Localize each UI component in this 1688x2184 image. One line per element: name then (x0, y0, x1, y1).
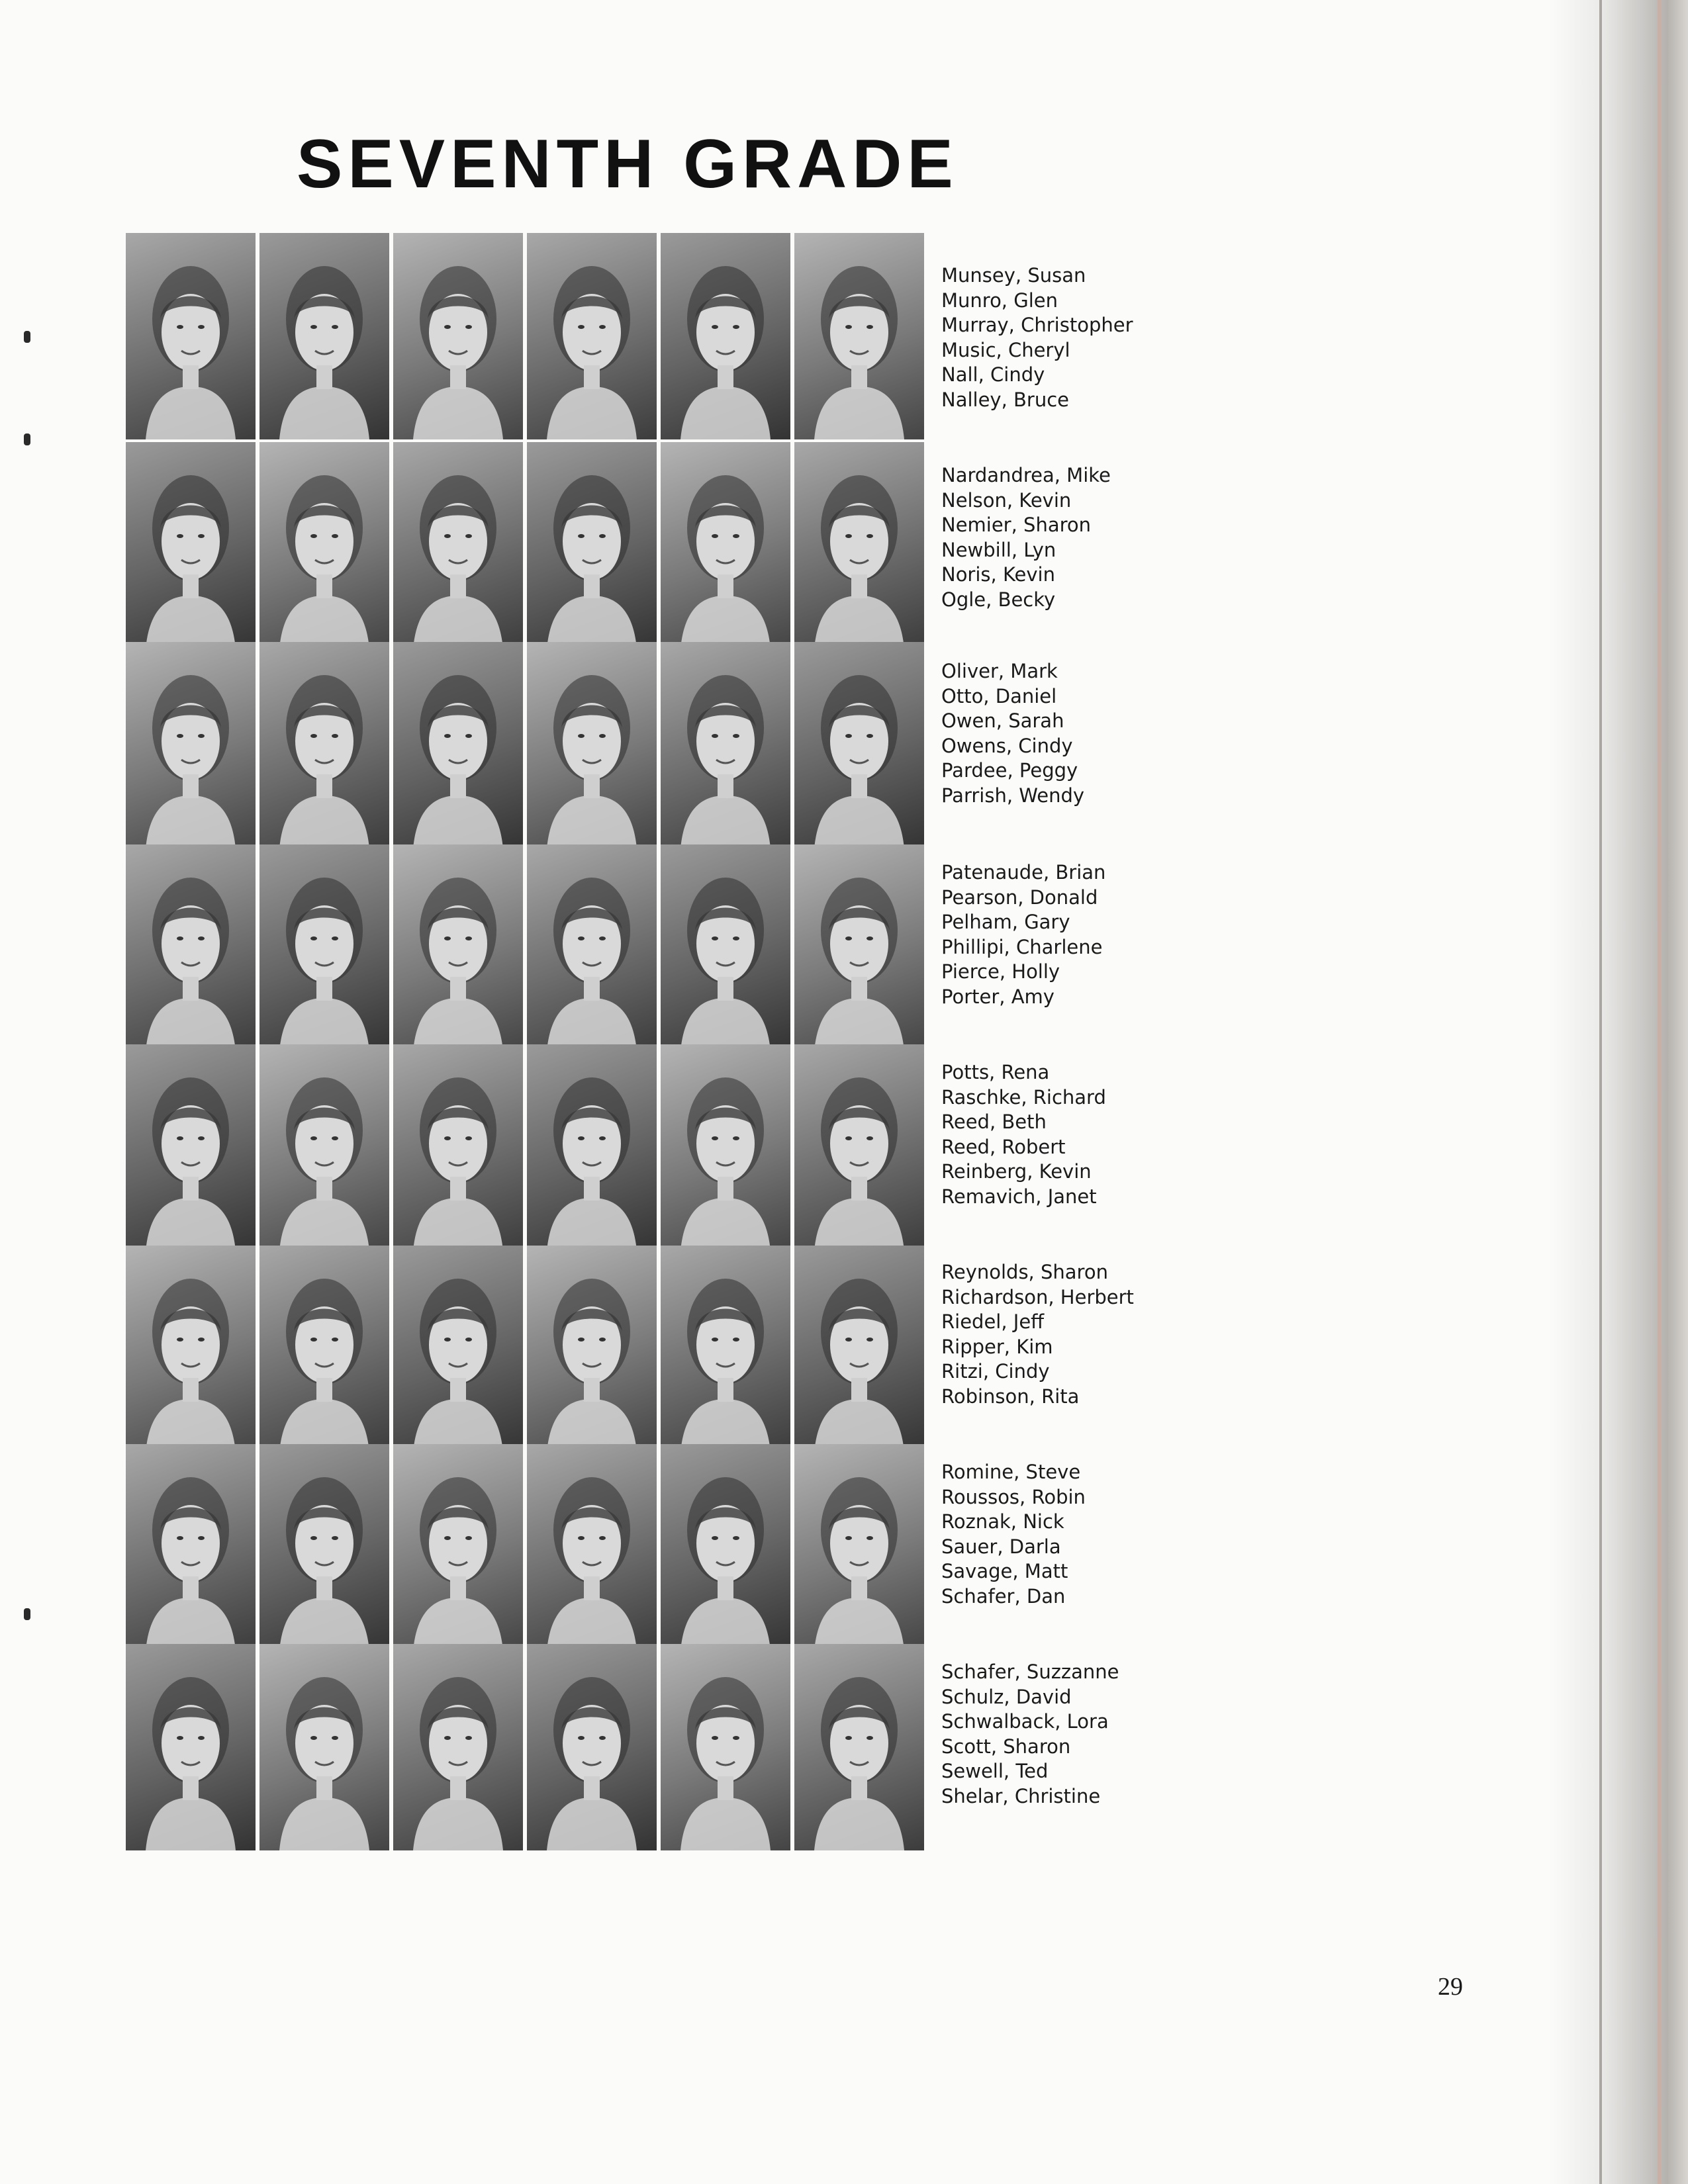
student-portrait (126, 233, 256, 439)
student-portrait (794, 442, 924, 649)
student-name: Noris, Kevin (941, 563, 1055, 586)
student-portrait (527, 1246, 657, 1452)
student-name: Munro, Glen (941, 289, 1058, 312)
student-name: Richardson, Herbert (941, 1285, 1134, 1308)
name-list (941, 659, 1206, 808)
student-portrait (527, 1444, 657, 1651)
student-portrait (259, 1644, 389, 1850)
student-name: Owen, Sarah (941, 709, 1064, 732)
student-name: Nemier, Sharon (941, 514, 1092, 536)
student-name: Pierce, Holly (941, 960, 1060, 983)
student-name: Remavich, Janet (941, 1185, 1097, 1208)
student-portrait (393, 1444, 523, 1651)
student-name: Potts, Rena (941, 1061, 1050, 1083)
punch-hole-mark (24, 1608, 30, 1620)
student-name: Nall, Cindy (941, 363, 1045, 386)
student-portrait (393, 1644, 523, 1850)
student-name: Reinberg, Kevin (941, 1160, 1092, 1183)
student-name: Porter, Amy (941, 985, 1055, 1008)
student-portrait (126, 1444, 256, 1651)
student-name: Roznak, Nick (941, 1510, 1064, 1533)
page-title: SEVENTH GRADE (297, 126, 959, 203)
student-name: Reed, Robert (941, 1135, 1066, 1158)
student-name: Riedel, Jeff (941, 1310, 1045, 1333)
student-name: Shelar, Christine (941, 1784, 1101, 1807)
student-name: Sauer, Darla (941, 1535, 1061, 1558)
name-list (941, 1660, 1206, 1809)
student-name: Sewell, Ted (941, 1760, 1049, 1782)
punch-hole-mark (24, 433, 30, 445)
name-list (941, 1460, 1206, 1609)
student-name: Robinson, Rita (941, 1385, 1080, 1408)
student-name: Pearson, Donald (941, 886, 1098, 909)
student-name: Ritzi, Cindy (941, 1360, 1050, 1383)
student-portrait (393, 233, 523, 439)
student-portrait (661, 1644, 790, 1850)
portrait-row (126, 844, 920, 1054)
student-name: Ripper, Kim (941, 1335, 1053, 1358)
portrait-row (126, 442, 920, 651)
student-portrait (126, 442, 256, 649)
student-portrait (661, 844, 790, 1051)
page-edge-strip (1658, 0, 1662, 2184)
student-portrait (259, 844, 389, 1051)
student-portrait (794, 233, 924, 439)
student-portrait (661, 1444, 790, 1651)
student-portrait (126, 1644, 256, 1850)
student-name: Nalley, Bruce (941, 388, 1070, 411)
student-portrait (794, 844, 924, 1051)
student-name: Schafer, Dan (941, 1584, 1066, 1608)
punch-hole-mark (24, 331, 30, 343)
name-list (941, 1060, 1206, 1209)
name-list (941, 860, 1206, 1009)
portrait-row (126, 1644, 920, 1853)
student-portrait (794, 1644, 924, 1850)
student-portrait (661, 233, 790, 439)
binding-shadow (1549, 0, 1688, 2184)
student-portrait (527, 1044, 657, 1251)
student-name: Murray, Christopher (941, 314, 1133, 336)
student-portrait (794, 642, 924, 848)
portrait-row (126, 642, 920, 851)
student-name: Patenaude, Brian (941, 861, 1106, 884)
student-name: Pardee, Peggy (941, 759, 1078, 782)
student-portrait (259, 1444, 389, 1651)
student-portrait (661, 642, 790, 848)
student-portrait (527, 844, 657, 1051)
student-portrait (794, 1246, 924, 1452)
portrait-row (126, 1444, 920, 1653)
student-portrait (259, 233, 389, 439)
page-number: 29 (1438, 1973, 1463, 2001)
student-name: Oliver, Mark (941, 660, 1058, 682)
student-name: Otto, Daniel (941, 684, 1057, 707)
name-list (941, 463, 1206, 612)
portrait-row (126, 1246, 920, 1455)
student-portrait (259, 1246, 389, 1452)
portrait-row (126, 233, 920, 442)
student-portrait (126, 1044, 256, 1251)
student-name: Schwalback, Lora (941, 1710, 1109, 1733)
student-name: Parrish, Wendy (941, 784, 1085, 807)
student-portrait (393, 844, 523, 1051)
student-portrait (527, 642, 657, 848)
student-portrait (661, 1246, 790, 1452)
student-portrait (527, 233, 657, 439)
student-name: Schafer, Suzzanne (941, 1661, 1119, 1683)
student-name: Romine, Steve (941, 1461, 1081, 1483)
student-portrait (661, 1044, 790, 1251)
student-name: Munsey, Susan (941, 264, 1086, 287)
page-edge-line (1599, 0, 1602, 2184)
student-name: Scott, Sharon (941, 1735, 1071, 1758)
student-name: Roussos, Robin (941, 1485, 1086, 1508)
student-name: Reynolds, Sharon (941, 1261, 1108, 1283)
student-portrait (393, 1044, 523, 1251)
student-name: Nelson, Kevin (941, 488, 1072, 512)
student-name: Music, Cheryl (941, 338, 1070, 361)
student-portrait (527, 442, 657, 649)
student-portrait (126, 1246, 256, 1452)
student-portrait (259, 442, 389, 649)
student-portrait (393, 1246, 523, 1452)
student-portrait (661, 442, 790, 649)
student-portrait (259, 642, 389, 848)
student-name: Ogle, Becky (941, 588, 1056, 611)
student-portrait (126, 642, 256, 848)
student-name: Raschke, Richard (941, 1085, 1106, 1109)
student-name: Savage, Matt (941, 1560, 1068, 1582)
student-name: Reed, Beth (941, 1111, 1047, 1133)
portrait-row (126, 1044, 920, 1253)
student-name: Owens, Cindy (941, 734, 1073, 757)
student-name: Nardandrea, Mike (941, 464, 1111, 486)
student-portrait (393, 442, 523, 649)
student-portrait (393, 642, 523, 848)
student-name: Phillipi, Charlene (941, 935, 1103, 958)
name-list (941, 263, 1206, 412)
student-portrait (794, 1044, 924, 1251)
student-portrait (527, 1644, 657, 1850)
student-portrait (259, 1044, 389, 1251)
student-name: Schulz, David (941, 1685, 1072, 1708)
student-portrait (794, 1444, 924, 1651)
student-name: Newbill, Lyn (941, 538, 1056, 561)
name-list (941, 1260, 1206, 1409)
student-name: Pelham, Gary (941, 911, 1070, 933)
student-portrait (126, 844, 256, 1051)
